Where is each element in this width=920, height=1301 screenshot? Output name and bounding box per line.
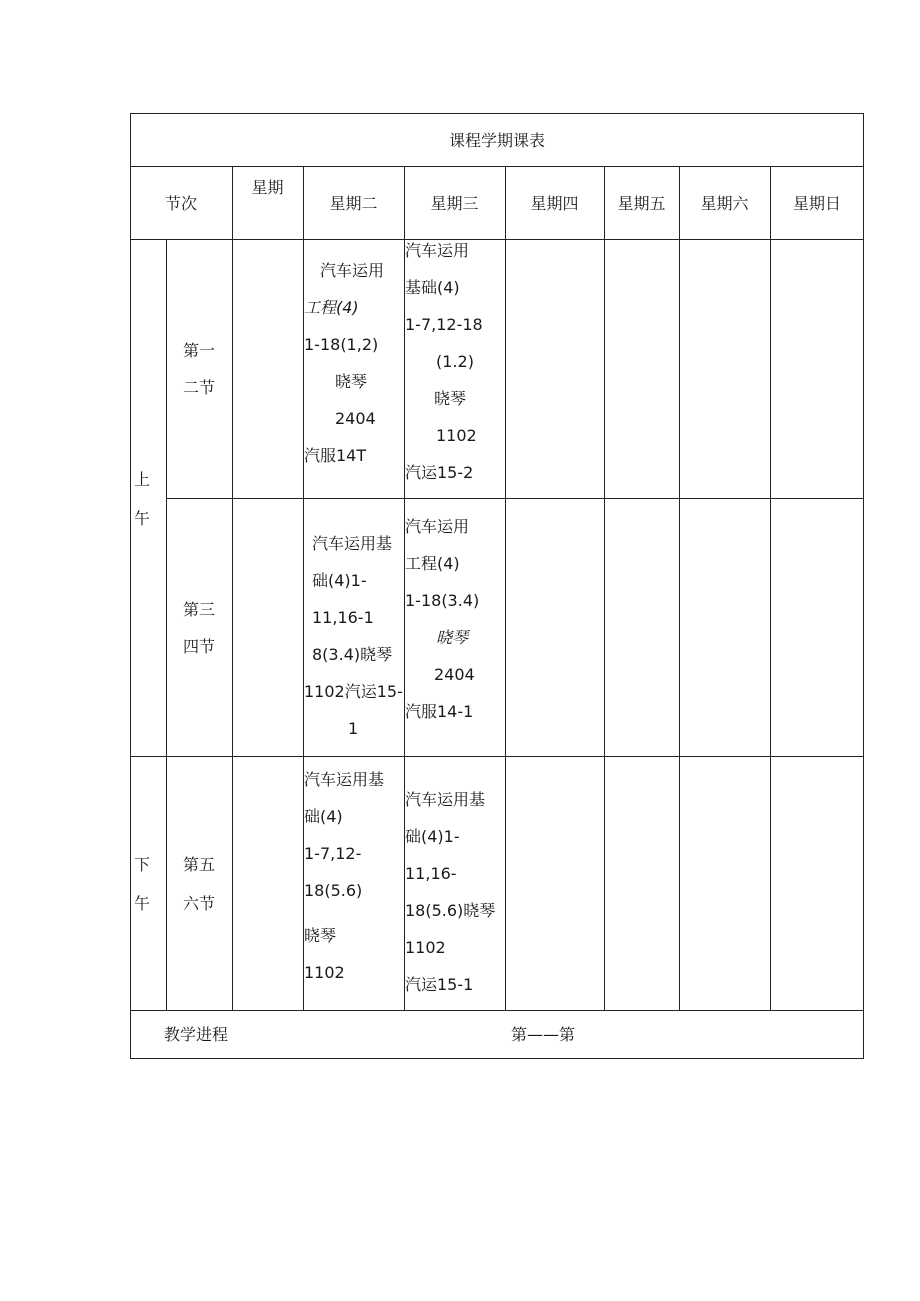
header-period: 节次: [164, 194, 197, 213]
course-line: 晓琴: [335, 372, 368, 391]
rule-col-mon: [232, 166, 233, 1010]
afternoon-label-1: 下: [134, 855, 151, 874]
period-12-line1: 第一: [182, 341, 215, 360]
header-day-4: 星期四: [530, 194, 579, 213]
course-cell: [405, 781, 505, 1003]
course-line: 11,16-: [405, 864, 457, 883]
course-line: 础(4)1-: [312, 571, 367, 590]
course-line: 11,16-1: [312, 608, 374, 627]
course-line: 础(4): [304, 807, 343, 826]
course-line: 1102: [436, 426, 477, 445]
morning-label-1: 上: [134, 470, 151, 489]
course-line: 汽车运用基: [405, 790, 486, 809]
course-line: 工程(4): [405, 554, 460, 573]
header-day-6: 星期六: [700, 194, 749, 213]
period-34-line2: 四节: [182, 637, 215, 656]
course-line: 1-7,12-18: [405, 315, 483, 334]
rule-below-morning: [130, 756, 864, 757]
course-line: 2404: [335, 409, 376, 428]
course-line: 汽车运用基: [304, 770, 385, 789]
course-line: 1-18(1,2): [304, 335, 379, 354]
footer-value: 第——第: [511, 1025, 576, 1044]
period-34-line1: 第三: [182, 600, 215, 619]
header-day-1: 星期: [251, 178, 284, 197]
course-line: 1102: [304, 963, 345, 982]
course-line: 工程(4): [304, 298, 359, 317]
period-56-line2: 六节: [182, 894, 215, 913]
header-day-3: 星期三: [430, 194, 479, 213]
course-cell: [304, 252, 404, 474]
course-line: 汽车运用: [405, 517, 470, 536]
table-title: 课程学期课表: [448, 131, 545, 150]
rule-above-footer: [130, 1010, 864, 1011]
course-line: 1-7,12-: [304, 844, 362, 863]
morning-label-2: 午: [134, 509, 151, 528]
rule-col-thu: [505, 166, 506, 1010]
course-line: 8(3.4)晓琴: [312, 645, 393, 664]
course-line: 1102: [405, 938, 446, 957]
course-line: 汽运15-1: [405, 975, 474, 994]
course-line: 18(5.6)晓琴: [405, 901, 496, 920]
course-line: 1-18(3.4): [405, 591, 480, 610]
course-line: 础(4)1-: [405, 827, 460, 846]
course-line: 晓琴: [304, 926, 337, 945]
course-cell: [405, 508, 505, 730]
course-cell: [304, 761, 404, 991]
course-line: 2404: [434, 665, 475, 684]
course-line: 汽服14-1: [405, 702, 474, 721]
header-day-7: 星期日: [792, 194, 841, 213]
rule-col-sat: [679, 166, 680, 1010]
course-line: 1102汽运15-: [304, 682, 403, 701]
course-line: 汽车运用基: [312, 534, 393, 553]
course-line: 基础(4): [405, 278, 460, 297]
course-line: 18(5.6): [304, 881, 363, 900]
period-12-line2: 二节: [182, 378, 215, 397]
rule-below-title: [130, 166, 864, 167]
rule-below-row1: [166, 498, 864, 499]
rule-col-fri: [604, 166, 605, 1010]
course-line: 晓琴: [434, 389, 467, 408]
footer-label: 教学进程: [164, 1025, 229, 1044]
rule-col-sun: [770, 166, 771, 1010]
course-line: 汽服14T: [304, 446, 367, 465]
course-line: 1: [348, 719, 359, 738]
period-56-line1: 第五: [182, 855, 215, 874]
course-cell: [304, 525, 404, 747]
afternoon-label-2: 午: [134, 894, 151, 913]
header-day-2: 星期二: [329, 194, 378, 213]
course-line: (1.2): [436, 352, 474, 371]
course-line: 晓琴: [436, 628, 469, 647]
header-day-5: 星期五: [617, 194, 666, 213]
course-line: 汽车运用: [320, 261, 385, 280]
course-line: 汽车运用: [405, 241, 470, 260]
course-line: 汽运15-2: [405, 463, 474, 482]
course-cell: [405, 232, 505, 491]
